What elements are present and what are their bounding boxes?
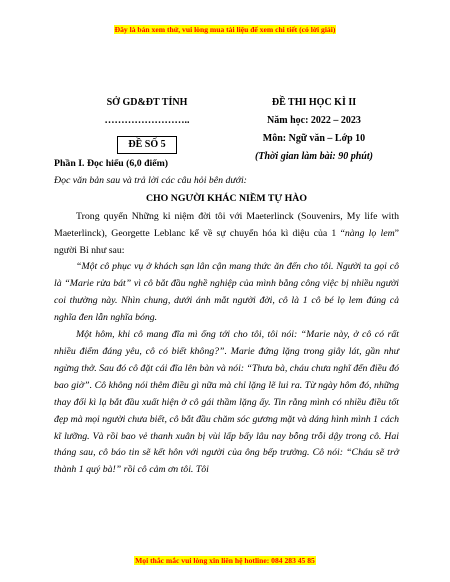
exam-code-box: ĐỀ SỐ 5 xyxy=(117,136,176,154)
text-title: CHO NGƯỜI KHÁC NIỀM TỰ HÀO xyxy=(145,192,308,204)
preview-banner-top xyxy=(0,25,450,34)
paragraph-1-start: Trong quyển Những kỉ niệm đời tôi với Maeterlinck (Souvenirs, My life with Maeterlinck), Georgette Leblanc kể về sự chuyển hóa kì diệu của 1 “ xyxy=(54,210,399,239)
paragraph-1-end: ” người Bỉ như sau: xyxy=(54,227,400,256)
preview-banner-text: Đây là bản xem thử, vui lòng mua tài liệu để xem chi tiết (có lời giải) xyxy=(114,25,336,34)
paragraph-2: “Một cô phục vụ ở khách sạn lân cận mang thức ăn đến cho tôi. Người ta gọi cô là “Marie rửa bát” vì cô bắt đầu nghề nghiệp của mình bằng công việc bị nhiều người coi thường này. Nhìn chung, dưới ánh mắt người đời, cô là 1 cô bé lọ lem đúng cả nghĩa đen lẫn nghĩa bóng. xyxy=(54,261,399,324)
hotline-text: Mọi thắc mắc vui lòng xin liên hệ hotline: 084 283 45 85 xyxy=(135,556,315,565)
department-dots: …………………….. xyxy=(104,115,190,126)
paragraph-1 xyxy=(54,209,399,260)
school-year: Năm học: 2022 – 2023 xyxy=(267,115,361,126)
paragraph-3: Một hôm, khi cô mang đĩa mì ống tới cho tôi, tôi nói: “Marie này, ở cô có rất nhiều điểm đáng yêu, cô có biết không?”. Marie đứng lặng trong giây lát, gần như ngừng thở. Sau đó cô đặt cái đĩa lên bàn và nói: “Thưa bà, cháu chưa nghĩ đến điều đó bao giờ”. Cô không nói thêm điều gì nữa mà chỉ lặng lẽ lui ra. Từ ngày hôm đó, những thay đổi kì lạ bắt đầu xuất hiện ở cô gái thầm lặng ấy. Tin rằng mình có nhiều điều tốt đẹp mà mọi người chưa biết, cô bắt đầu chăm sóc gương mặt và dáng hình mình 1 cách kĩ lưỡng. Và rồi bao vẻ thanh xuân bị vùi lấp bấy lâu nay bỗng trỗi dậy trong cô. Hai tháng sau, cô báo tin sẽ kết hôn với người của ông bếp trưởng. Cô nói: “Cháu sẽ trở thành 1 quý bà!” rồi cô cảm ơn tôi. Tôi xyxy=(54,329,399,476)
exam-content xyxy=(54,156,399,479)
department-name: SỞ GD&ĐT TỈNH xyxy=(106,97,188,108)
part-title: Phần I. Đọc hiểu (6,0 điểm) xyxy=(54,158,169,169)
header-left xyxy=(82,94,212,154)
paragraph-1-italic: nàng lọ lem xyxy=(344,227,395,239)
hotline-banner xyxy=(0,556,450,565)
subject: Môn: Ngữ văn – Lớp 10 xyxy=(262,133,366,144)
exam-title: ĐỀ THI HỌC KÌ II xyxy=(271,97,357,108)
exam-time: (Thời gian làm bài: 90 phút) xyxy=(255,151,373,162)
instruction: Đọc văn bản sau và trả lời các câu hỏi bên dưới: xyxy=(54,174,247,186)
